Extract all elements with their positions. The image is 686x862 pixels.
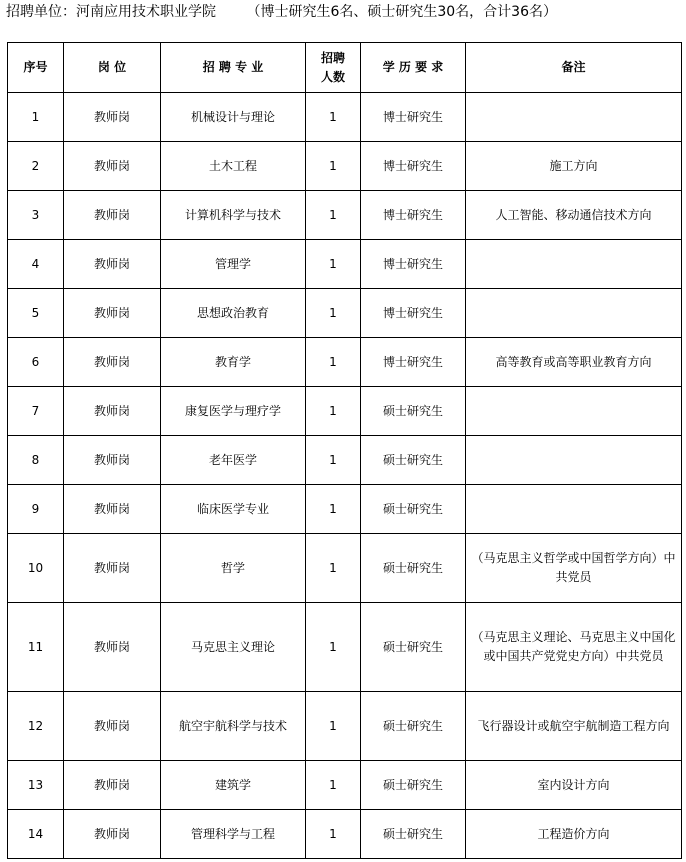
cell-education: 硕士研究生 — [361, 603, 466, 692]
table-row — [8, 761, 682, 810]
cell-education: 博士研究生 — [361, 142, 466, 191]
cell-position: 教师岗 — [64, 191, 161, 240]
cell-position: 教师岗 — [64, 338, 161, 387]
cell-major: 航空宇航科学与技术 — [161, 692, 306, 761]
table-row — [8, 485, 682, 534]
cell-remarks — [466, 240, 682, 289]
cell-index: 13 — [8, 761, 64, 810]
cell-index: 14 — [8, 810, 64, 859]
cell-index: 9 — [8, 485, 64, 534]
table-row — [8, 142, 682, 191]
table-row — [8, 534, 682, 603]
column-header-remarks: 备注 — [466, 43, 682, 93]
cell-position: 教师岗 — [64, 93, 161, 142]
cell-major: 机械设计与理论 — [161, 93, 306, 142]
cell-major: 思想政治教育 — [161, 289, 306, 338]
cell-position: 教师岗 — [64, 485, 161, 534]
column-header-education: 学 历 要 求 — [361, 43, 466, 93]
cell-remarks: 室内设计方向 — [466, 761, 682, 810]
table-body — [8, 93, 682, 859]
cell-major: 计算机科学与技术 — [161, 191, 306, 240]
cell-remarks: 高等教育或高等职业教育方向 — [466, 338, 682, 387]
cell-position: 教师岗 — [64, 387, 161, 436]
cell-count: 1 — [306, 240, 361, 289]
cell-position: 教师岗 — [64, 534, 161, 603]
table-row — [8, 436, 682, 485]
table-row — [8, 387, 682, 436]
cell-remarks — [466, 93, 682, 142]
cell-index: 11 — [8, 603, 64, 692]
table-row — [8, 93, 682, 142]
cell-index: 10 — [8, 534, 64, 603]
cell-count: 1 — [306, 338, 361, 387]
cell-remarks — [466, 289, 682, 338]
cell-education: 博士研究生 — [361, 191, 466, 240]
table-row — [8, 810, 682, 859]
cell-education: 博士研究生 — [361, 289, 466, 338]
cell-index: 5 — [8, 289, 64, 338]
table-row — [8, 692, 682, 761]
cell-count: 1 — [306, 142, 361, 191]
column-header-major: 招 聘 专 业 — [161, 43, 306, 93]
cell-education: 硕士研究生 — [361, 761, 466, 810]
cell-position: 教师岗 — [64, 289, 161, 338]
document-header — [6, 2, 557, 22]
column-header-position: 岗 位 — [64, 43, 161, 93]
recruitment-summary: （博士研究生6名、硕士研究生30名，合计36名） — [246, 4, 557, 20]
table-header-row — [8, 43, 682, 93]
cell-index: 2 — [8, 142, 64, 191]
table-row — [8, 603, 682, 692]
cell-count: 1 — [306, 289, 361, 338]
cell-position: 教师岗 — [64, 603, 161, 692]
cell-major: 哲学 — [161, 534, 306, 603]
cell-index: 3 — [8, 191, 64, 240]
cell-major: 建筑学 — [161, 761, 306, 810]
cell-education: 博士研究生 — [361, 338, 466, 387]
cell-education: 硕士研究生 — [361, 436, 466, 485]
cell-remarks: 飞行器设计或航空宇航制造工程方向 — [466, 692, 682, 761]
cell-remarks: 施工方向 — [466, 142, 682, 191]
cell-remarks: （马克思主义理论、马克思主义中国化或中国共产党党史方向）中共党员 — [466, 603, 682, 692]
cell-position: 教师岗 — [64, 810, 161, 859]
cell-position: 教师岗 — [64, 436, 161, 485]
cell-count: 1 — [306, 485, 361, 534]
cell-education: 博士研究生 — [361, 93, 466, 142]
cell-major: 老年医学 — [161, 436, 306, 485]
cell-major: 管理学 — [161, 240, 306, 289]
cell-remarks — [466, 436, 682, 485]
cell-count: 1 — [306, 93, 361, 142]
column-header-count: 招聘人数 — [306, 43, 361, 93]
cell-position: 教师岗 — [64, 240, 161, 289]
cell-count: 1 — [306, 534, 361, 603]
cell-education: 硕士研究生 — [361, 387, 466, 436]
cell-position: 教师岗 — [64, 692, 161, 761]
cell-major: 康复医学与理疗学 — [161, 387, 306, 436]
cell-remarks: 工程造价方向 — [466, 810, 682, 859]
cell-count: 1 — [306, 692, 361, 761]
cell-index: 8 — [8, 436, 64, 485]
cell-count: 1 — [306, 436, 361, 485]
cell-education: 硕士研究生 — [361, 692, 466, 761]
cell-count: 1 — [306, 603, 361, 692]
cell-education: 硕士研究生 — [361, 810, 466, 859]
recruiting-unit: 招聘单位：河南应用技术职业学院 — [6, 4, 216, 20]
cell-education: 硕士研究生 — [361, 485, 466, 534]
cell-remarks — [466, 485, 682, 534]
cell-count: 1 — [306, 191, 361, 240]
cell-position: 教师岗 — [64, 761, 161, 810]
table-row — [8, 338, 682, 387]
cell-major: 管理科学与工程 — [161, 810, 306, 859]
recruitment-table — [7, 42, 682, 859]
cell-index: 7 — [8, 387, 64, 436]
cell-education: 博士研究生 — [361, 240, 466, 289]
cell-education: 硕士研究生 — [361, 534, 466, 603]
cell-index: 4 — [8, 240, 64, 289]
cell-position: 教师岗 — [64, 142, 161, 191]
table-row — [8, 191, 682, 240]
cell-remarks: 人工智能、移动通信技术方向 — [466, 191, 682, 240]
table-row — [8, 240, 682, 289]
cell-remarks — [466, 387, 682, 436]
cell-index: 6 — [8, 338, 64, 387]
cell-major: 马克思主义理论 — [161, 603, 306, 692]
column-header-index: 序号 — [8, 43, 64, 93]
cell-count: 1 — [306, 387, 361, 436]
cell-major: 教育学 — [161, 338, 306, 387]
cell-remarks: （马克思主义哲学或中国哲学方向）中共党员 — [466, 534, 682, 603]
cell-index: 1 — [8, 93, 64, 142]
cell-count: 1 — [306, 761, 361, 810]
cell-count: 1 — [306, 810, 361, 859]
cell-index: 12 — [8, 692, 64, 761]
table-row — [8, 289, 682, 338]
cell-major: 土木工程 — [161, 142, 306, 191]
cell-major: 临床医学专业 — [161, 485, 306, 534]
